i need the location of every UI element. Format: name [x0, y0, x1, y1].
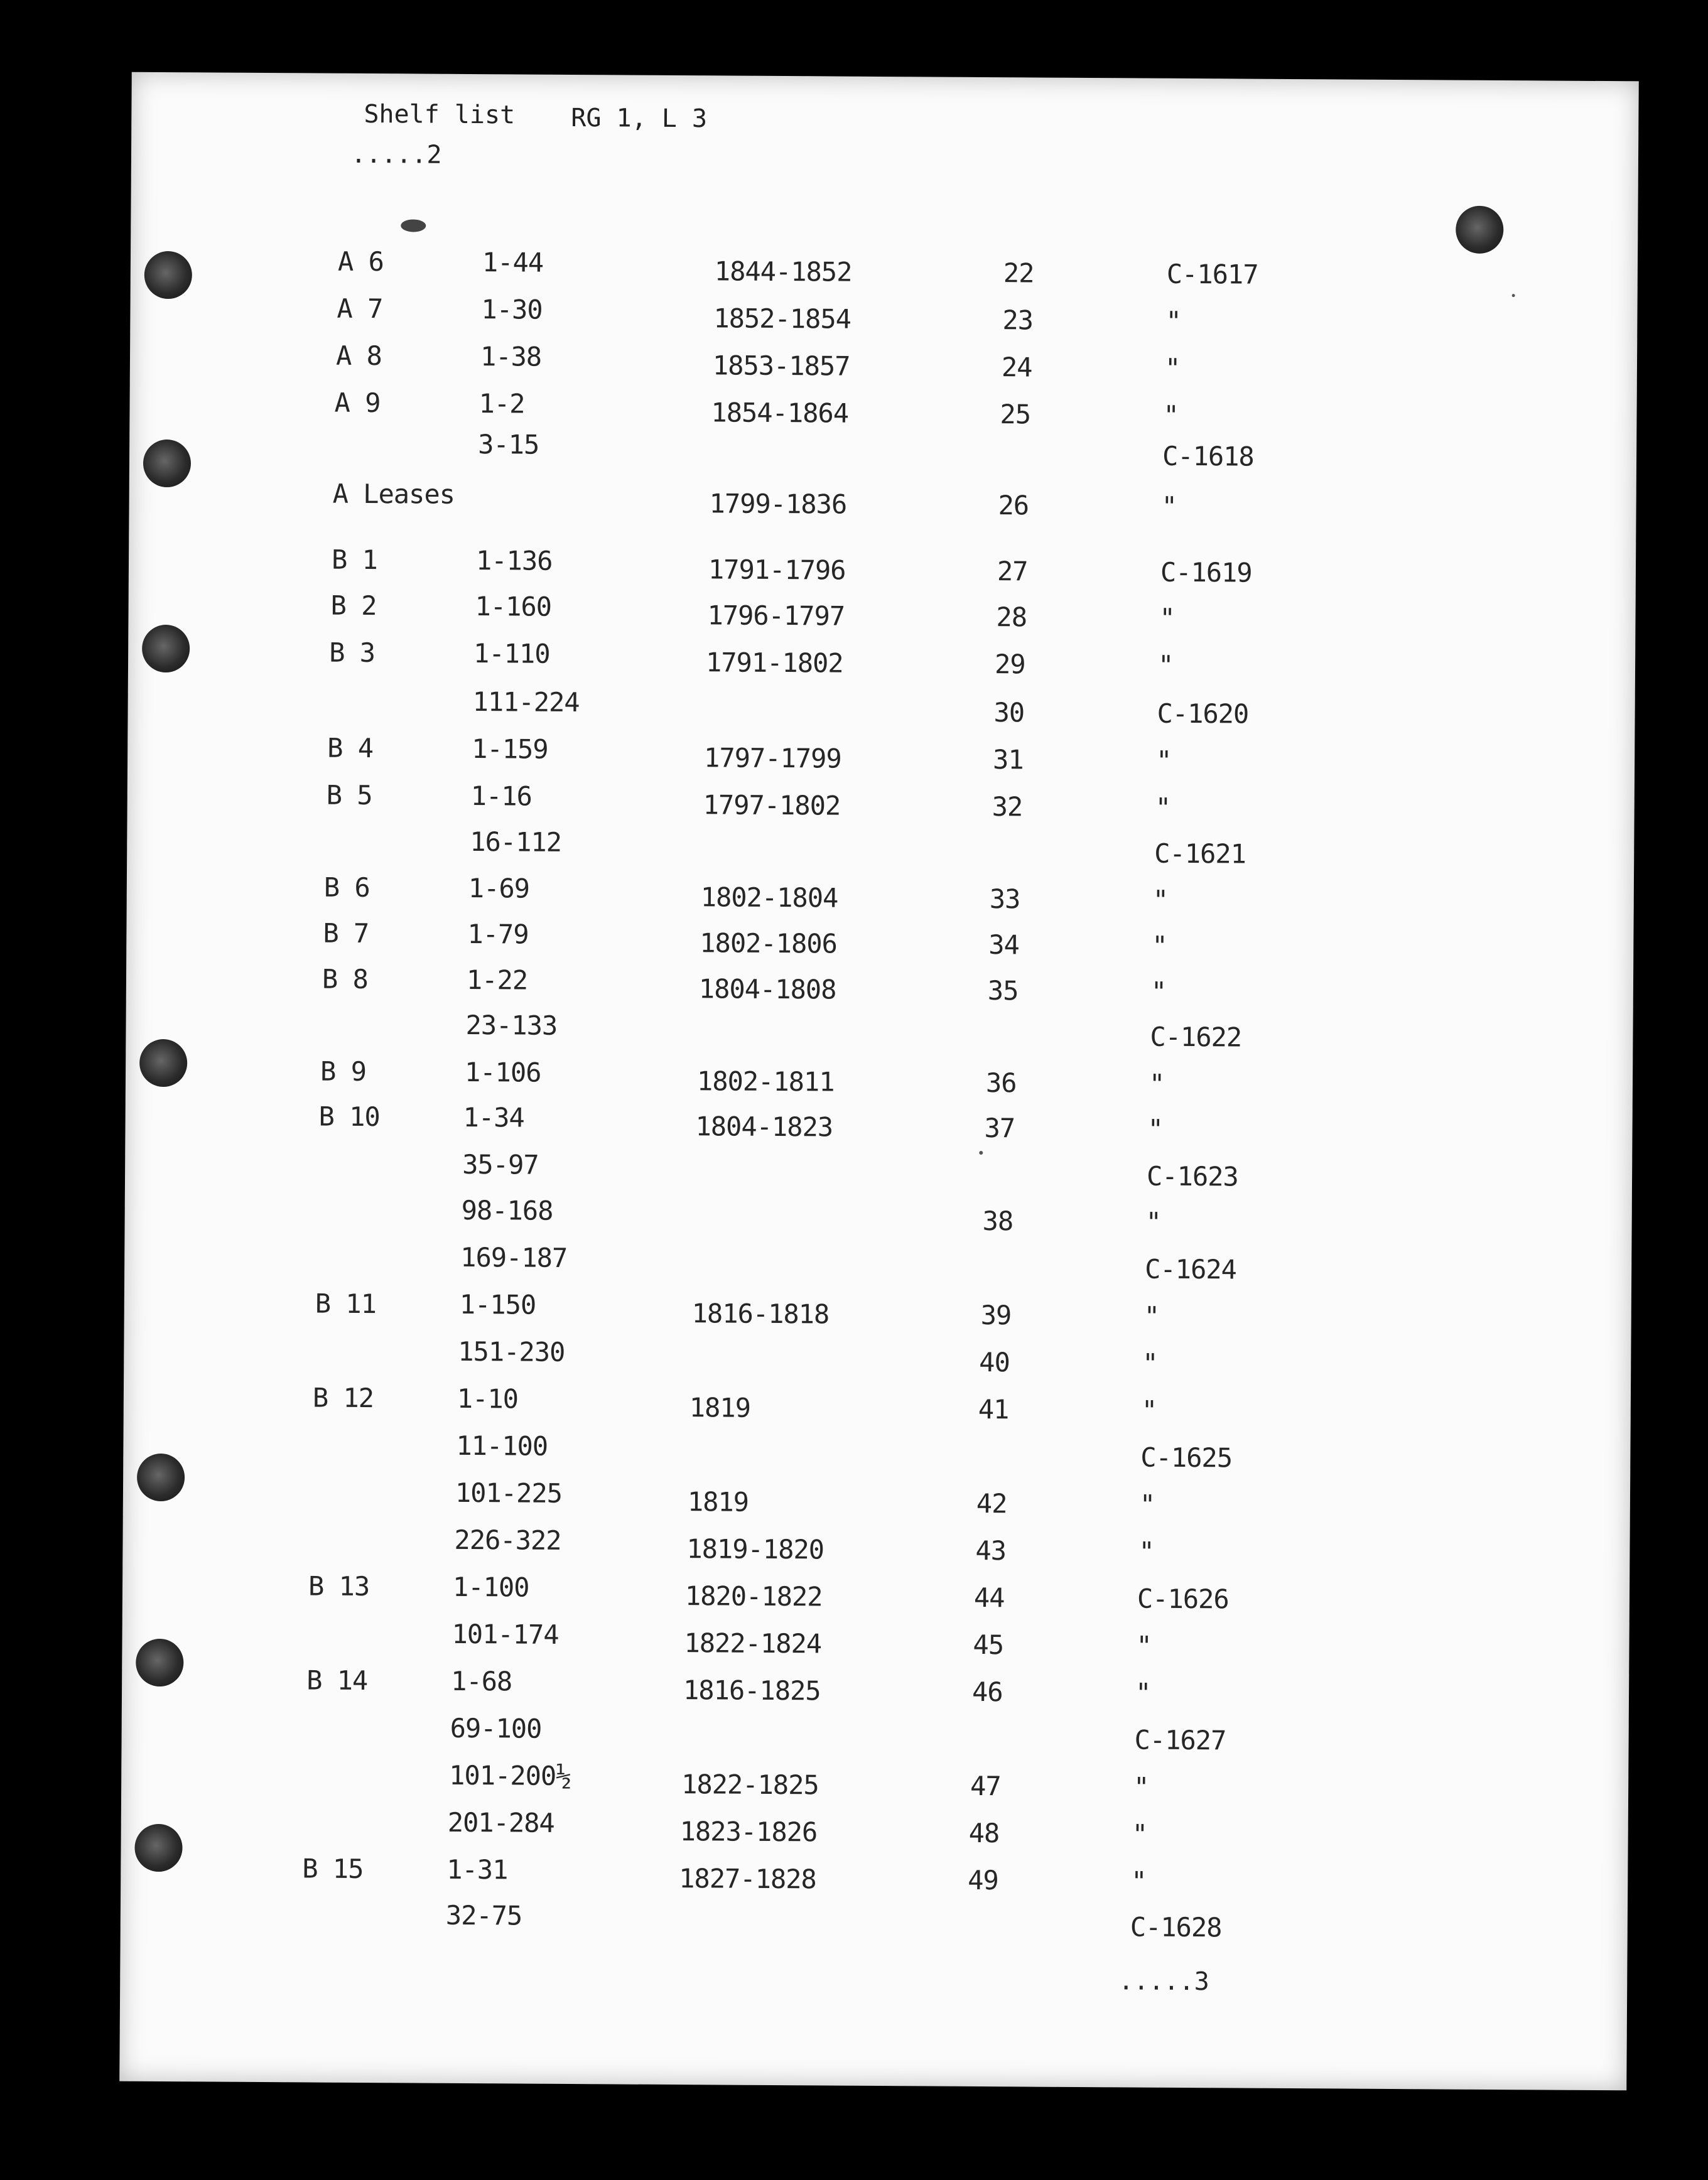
- volume-cell: 38: [982, 1206, 1013, 1237]
- dates-cell: 1819: [687, 1486, 749, 1518]
- items-cell: 1-10: [457, 1383, 519, 1415]
- items-cell: 98-168: [461, 1194, 553, 1226]
- series-cell: B 5: [326, 779, 372, 811]
- dates-cell: 1796-1797: [707, 600, 845, 632]
- box-cell: ": [1150, 976, 1167, 1007]
- dates-cell: 1802-1804: [700, 882, 838, 914]
- volume-cell: 42: [976, 1487, 1007, 1519]
- volume-cell: 29: [994, 649, 1025, 680]
- punch-hole: [139, 1039, 187, 1087]
- dates-cell: 1797-1799: [703, 742, 841, 774]
- items-cell: 1-136: [475, 545, 553, 576]
- volume-cell: 33: [989, 883, 1020, 915]
- record-group-reference: RG 1, L 3: [571, 103, 708, 134]
- items-cell: 1-31: [446, 1854, 508, 1886]
- items-cell: 151-230: [458, 1336, 565, 1368]
- box-cell: C-1618: [1162, 440, 1254, 472]
- items-cell: 1-16: [470, 780, 532, 812]
- dates-cell: 1804-1823: [695, 1111, 833, 1143]
- dates-cell: 1802-1811: [696, 1066, 835, 1098]
- items-cell: 101-225: [455, 1477, 563, 1509]
- series-cell: B 12: [312, 1382, 374, 1414]
- items-cell: 1-106: [464, 1056, 541, 1088]
- box-cell: ": [1135, 1677, 1151, 1708]
- box-cell: C-1621: [1154, 838, 1246, 870]
- series-cell: B 9: [320, 1055, 367, 1087]
- box-cell: ": [1152, 884, 1169, 915]
- items-cell: 201-284: [447, 1806, 554, 1838]
- box-cell: C-1624: [1145, 1253, 1237, 1285]
- box-cell: C-1627: [1134, 1724, 1226, 1756]
- volume-cell: 22: [1003, 257, 1034, 289]
- series-cell: B 15: [302, 1853, 364, 1885]
- dates-cell: 1797-1802: [703, 789, 841, 821]
- dates-cell: 1816-1825: [683, 1675, 821, 1707]
- series-cell: B 3: [329, 637, 376, 669]
- dates-cell: 1819-1820: [686, 1533, 824, 1565]
- items-cell: 32-75: [445, 1899, 522, 1931]
- box-cell: ": [1131, 1865, 1147, 1897]
- items-cell: 1-110: [473, 638, 550, 669]
- volume-cell: 37: [984, 1113, 1015, 1144]
- volume-cell: 43: [975, 1535, 1007, 1567]
- dates-cell: 1799-1836: [709, 488, 847, 520]
- box-cell: ": [1152, 930, 1167, 961]
- items-cell: 101-200½: [449, 1759, 571, 1792]
- series-cell: A 8: [335, 340, 382, 372]
- ink-speck: [1512, 294, 1515, 297]
- items-cell: 226-322: [454, 1524, 561, 1556]
- dates-cell: 1853-1857: [712, 350, 850, 382]
- items-cell: 1-159: [472, 733, 548, 765]
- items-cell: 1-44: [482, 247, 544, 278]
- box-cell: ": [1149, 1068, 1165, 1099]
- volume-cell: 40: [979, 1346, 1010, 1378]
- series-cell: B 8: [322, 963, 368, 995]
- box-cell: ": [1132, 1818, 1148, 1850]
- continued-on-marker: .....3: [1118, 1967, 1209, 1997]
- volume-cell: 30: [993, 697, 1025, 728]
- continued-from-marker: .....2: [350, 139, 442, 170]
- series-cell: B 10: [318, 1101, 380, 1133]
- series-cell: B 6: [323, 871, 370, 904]
- volume-cell: 46: [971, 1676, 1003, 1708]
- items-cell: 1-100: [452, 1571, 529, 1603]
- items-cell: 1-30: [481, 294, 543, 325]
- dates-cell: 1804-1808: [698, 973, 836, 1005]
- dates-cell: 1822-1825: [681, 1769, 819, 1801]
- box-cell: C-1620: [1157, 698, 1249, 730]
- punch-hole: [142, 625, 190, 672]
- box-cell: C-1622: [1150, 1021, 1242, 1053]
- items-cell: 16-112: [470, 826, 562, 858]
- box-cell: C-1628: [1130, 1911, 1222, 1943]
- volume-cell: 36: [985, 1067, 1017, 1099]
- items-cell: 1-160: [475, 591, 552, 622]
- punch-hole: [136, 1639, 183, 1686]
- series-cell: B 14: [306, 1665, 368, 1697]
- volume-cell: 48: [968, 1817, 1000, 1849]
- series-cell: A 7: [337, 293, 383, 325]
- items-cell: 11-100: [456, 1430, 548, 1462]
- box-cell: ": [1133, 1771, 1149, 1803]
- punch-hole: [137, 1454, 185, 1501]
- punch-hole: [134, 1824, 182, 1872]
- box-cell: ": [1141, 1395, 1157, 1426]
- items-cell: 1-79: [467, 918, 529, 950]
- series-cell: B 1: [331, 544, 378, 576]
- punch-hole: [1456, 206, 1503, 254]
- volume-cell: 32: [992, 791, 1023, 823]
- box-cell: C-1623: [1146, 1160, 1238, 1192]
- volume-cell: 26: [998, 490, 1029, 521]
- document-page: [119, 72, 1639, 2091]
- box-cell: ": [1139, 1489, 1155, 1520]
- punch-hole: [144, 251, 192, 299]
- volume-cell: 49: [968, 1864, 998, 1896]
- items-cell: 1-34: [463, 1101, 524, 1133]
- box-cell: ": [1138, 1536, 1154, 1567]
- dates-cell: 1823-1826: [679, 1816, 818, 1848]
- ink-speck: [401, 219, 426, 232]
- box-cell: ": [1164, 352, 1181, 384]
- volume-cell: 39: [980, 1299, 1012, 1331]
- box-cell: ": [1155, 792, 1171, 823]
- shelf-list-title: Shelf list: [364, 99, 516, 130]
- items-cell: 101-174: [451, 1618, 559, 1650]
- volume-cell: 44: [973, 1582, 1005, 1614]
- dates-cell: 1802-1806: [700, 927, 838, 959]
- dates-cell: 1791-1802: [705, 647, 843, 679]
- box-cell: ": [1155, 745, 1172, 776]
- dates-cell: 1822-1824: [684, 1627, 822, 1659]
- ink-speck: [979, 1151, 983, 1155]
- box-cell: C-1619: [1160, 556, 1252, 588]
- items-cell: 169-187: [460, 1241, 568, 1273]
- items-cell: 35-97: [462, 1148, 539, 1180]
- items-cell: 1-2: [478, 388, 525, 419]
- punch-hole: [143, 440, 191, 487]
- box-cell: ": [1163, 399, 1179, 431]
- items-cell: 3-15: [478, 429, 539, 460]
- box-cell: ": [1147, 1113, 1163, 1145]
- box-cell: ": [1145, 1206, 1162, 1238]
- box-cell: C-1625: [1140, 1442, 1233, 1474]
- volume-cell: 28: [996, 602, 1027, 633]
- dates-cell: 1852-1854: [713, 303, 851, 335]
- volume-cell: 47: [970, 1770, 1001, 1802]
- items-cell: 1-150: [459, 1288, 536, 1320]
- volume-cell: 41: [978, 1393, 1009, 1425]
- volume-cell: 23: [1002, 305, 1034, 336]
- series-cell: A 9: [334, 387, 381, 419]
- box-cell: ": [1157, 649, 1174, 681]
- items-cell: 69-100: [450, 1712, 542, 1744]
- dates-cell: 1820-1822: [684, 1580, 823, 1612]
- series-cell: B 11: [315, 1288, 377, 1320]
- volume-cell: 34: [988, 929, 1020, 961]
- series-cell: B 4: [327, 732, 374, 764]
- box-cell: C-1626: [1137, 1583, 1229, 1615]
- box-cell: ": [1143, 1300, 1160, 1332]
- items-cell: 1-68: [451, 1665, 512, 1697]
- box-cell: ": [1165, 305, 1181, 337]
- series-cell: A Leases: [332, 478, 455, 510]
- dates-cell: 1844-1852: [714, 256, 852, 288]
- volume-cell: 45: [973, 1629, 1004, 1661]
- series-cell: A 6: [337, 246, 384, 278]
- series-cell: B 13: [308, 1570, 370, 1602]
- dates-cell: 1827-1828: [679, 1863, 816, 1895]
- volume-cell: 25: [1000, 399, 1031, 430]
- volume-cell: 27: [997, 556, 1028, 587]
- box-cell: ": [1136, 1630, 1152, 1661]
- items-cell: 1-22: [466, 964, 528, 996]
- box-cell: ": [1161, 490, 1177, 522]
- box-cell: ": [1159, 602, 1175, 634]
- volume-cell: 24: [1001, 352, 1032, 383]
- dates-cell: 1816-1818: [691, 1298, 830, 1330]
- dates-cell: 1791-1796: [708, 554, 846, 586]
- series-cell: B 2: [330, 590, 377, 622]
- box-cell: ": [1142, 1347, 1158, 1379]
- box-cell: C-1617: [1166, 258, 1258, 290]
- items-cell: 1-38: [480, 341, 542, 372]
- series-cell: B 7: [323, 917, 369, 949]
- items-cell: 23-133: [465, 1009, 558, 1041]
- items-cell: 111-224: [472, 686, 580, 718]
- dates-cell: 1819: [689, 1392, 751, 1423]
- volume-cell: 35: [987, 975, 1019, 1006]
- items-cell: 1-69: [468, 872, 530, 904]
- volume-cell: 31: [992, 744, 1024, 775]
- dates-cell: 1854-1864: [711, 397, 849, 429]
